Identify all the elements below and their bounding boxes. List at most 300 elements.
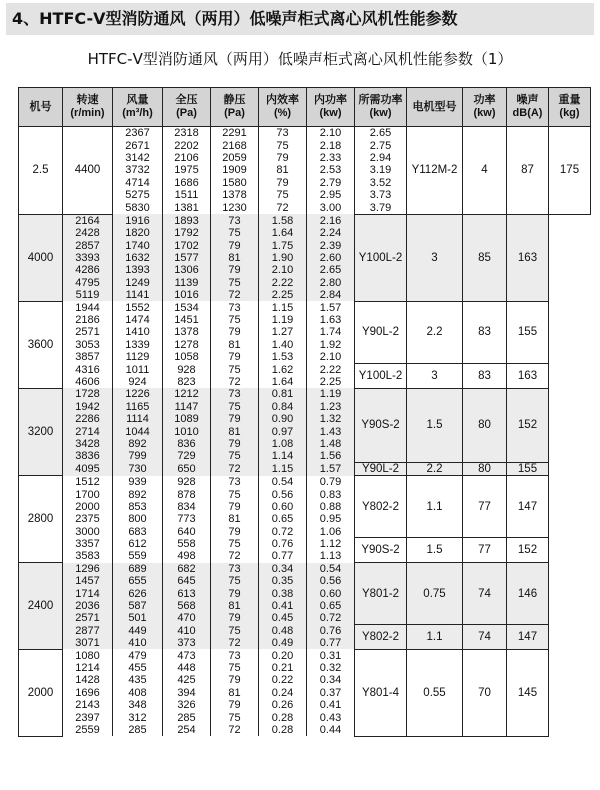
static-pressure-cell: 1139: [163, 277, 211, 289]
internal-power-cell: 1.40: [259, 339, 307, 351]
required-power-cell: 0.54: [307, 563, 355, 575]
total-pressure-cell: 410: [113, 637, 163, 649]
total-pressure-cell: 800: [113, 513, 163, 525]
static-pressure-cell: 425: [163, 674, 211, 686]
required-power-cell: 2.39: [307, 240, 355, 252]
total-pressure-cell: 1975: [163, 164, 211, 176]
total-pressure-cell: 924: [113, 376, 163, 388]
noise-cell: 74: [463, 563, 507, 625]
internal-efficiency-cell: 79: [211, 699, 259, 711]
internal-power-cell: 0.38: [259, 587, 307, 599]
flow-cell: 1942: [63, 401, 113, 413]
flow-cell: 2877: [63, 625, 113, 637]
static-pressure-cell: 1089: [163, 413, 211, 425]
motor-model-cell: Y100L-2: [355, 214, 407, 301]
table-row: [19, 538, 591, 550]
flow-cell: 2714: [63, 425, 113, 437]
noise-cell: 83: [463, 301, 507, 363]
flow-cell: 2571: [63, 326, 113, 338]
table-row: [19, 476, 591, 488]
required-power-cell: 2.10: [307, 351, 355, 363]
required-power-cell: 0.32: [307, 662, 355, 674]
static-pressure-cell: 928: [163, 363, 211, 375]
static-pressure-cell: 1451: [163, 314, 211, 326]
required-power-cell: 1.48: [307, 438, 355, 450]
required-power-cell: 0.31: [307, 649, 355, 661]
flow-cell: 4795: [63, 277, 113, 289]
total-pressure-cell: 683: [113, 526, 163, 538]
internal-efficiency-cell: 73: [211, 563, 259, 575]
internal-efficiency-cell: 73: [259, 127, 307, 140]
table-row: [19, 563, 591, 575]
static-pressure-cell: 1016: [163, 289, 211, 301]
required-power-cell: 0.88: [307, 501, 355, 513]
internal-power-cell: 1.27: [259, 326, 307, 338]
internal-efficiency-cell: 81: [211, 425, 259, 437]
internal-power-cell: 0.48: [259, 625, 307, 637]
internal-power-cell: 0.54: [259, 476, 307, 488]
internal-efficiency-cell: 79: [211, 351, 259, 363]
motor-model-cell: Y801-4: [355, 649, 407, 736]
total-pressure-cell: 2106: [163, 152, 211, 164]
flow-cell: 5830: [113, 201, 163, 214]
performance-table: [18, 87, 591, 737]
static-pressure-cell: 410: [163, 625, 211, 637]
static-pressure-cell: 1534: [163, 301, 211, 313]
required-power-cell: 0.72: [307, 612, 355, 624]
internal-power-cell: 0.77: [259, 550, 307, 562]
flow-cell: 2671: [113, 139, 163, 151]
noise-cell: 70: [463, 649, 507, 736]
required-power-cell: 1.92: [307, 339, 355, 351]
internal-efficiency-cell: 79: [211, 612, 259, 624]
static-pressure-cell: 640: [163, 526, 211, 538]
required-power-cell: 0.77: [307, 637, 355, 649]
internal-efficiency-cell: 79: [259, 152, 307, 164]
flow-cell: 2164: [63, 214, 113, 227]
total-pressure-cell: 1916: [113, 214, 163, 227]
required-power-cell: 3.73: [355, 189, 407, 201]
static-pressure-cell: 650: [163, 463, 211, 476]
motor-power-cell: 1.5: [407, 388, 463, 462]
motor-power-cell: 1.1: [407, 476, 463, 538]
header-weight: 重量 (kg): [549, 88, 591, 127]
motor-power-cell: 2.2: [407, 463, 463, 476]
internal-efficiency-cell: 81: [211, 687, 259, 699]
flow-cell: 1944: [63, 301, 113, 313]
speed-group: [19, 563, 591, 650]
total-pressure-cell: 612: [113, 538, 163, 550]
internal-efficiency-cell: 75: [211, 401, 259, 413]
header-speed: 转速 (r/min): [63, 88, 113, 127]
required-power-cell: 0.83: [307, 488, 355, 500]
total-pressure-cell: 799: [113, 450, 163, 462]
internal-efficiency-cell: 72: [211, 724, 259, 736]
header-motor: 电机型号: [407, 88, 463, 127]
static-pressure-cell: 394: [163, 687, 211, 699]
internal-power-cell: 1.15: [259, 301, 307, 313]
static-pressure-cell: 1893: [163, 214, 211, 227]
internal-power-cell: 0.20: [259, 649, 307, 661]
static-pressure-cell: 729: [163, 450, 211, 462]
motor-power-cell: 2.2: [407, 301, 463, 363]
flow-cell: 3142: [113, 152, 163, 164]
internal-efficiency-cell: 79: [211, 526, 259, 538]
total-pressure-cell: 626: [113, 587, 163, 599]
total-pressure-cell: 479: [113, 649, 163, 661]
table-row: [19, 649, 591, 661]
table-title: HTFC-Ⅴ型消防通风（两用）低噪声柜式离心风机性能参数（1）: [87, 50, 513, 68]
static-pressure-cell: 2059: [211, 152, 259, 164]
static-pressure-cell: 1378: [163, 326, 211, 338]
static-pressure-cell: 645: [163, 575, 211, 587]
motor-power-cell: 4: [463, 127, 507, 215]
total-pressure-cell: 408: [113, 687, 163, 699]
static-pressure-cell: 1702: [163, 240, 211, 252]
flow-cell: 2559: [63, 724, 113, 736]
internal-power-cell: 1.15: [259, 463, 307, 476]
internal-power-cell: 2.25: [259, 289, 307, 301]
noise-cell: 83: [463, 363, 507, 388]
internal-power-cell: 0.97: [259, 425, 307, 437]
total-pressure-cell: 312: [113, 711, 163, 723]
speed-cell: 2800: [19, 476, 63, 563]
required-power-cell: 2.94: [355, 152, 407, 164]
header-internal-efficiency: 内效率 (%): [259, 88, 307, 127]
speed-cell: 3600: [19, 301, 63, 388]
internal-efficiency-cell: 75: [259, 139, 307, 151]
required-power-cell: 0.56: [307, 575, 355, 587]
motor-power-cell: 0.75: [407, 563, 463, 625]
internal-power-cell: 2.95: [307, 189, 355, 201]
static-pressure-cell: 834: [163, 501, 211, 513]
total-pressure-cell: 1129: [113, 351, 163, 363]
required-power-cell: 3.19: [355, 164, 407, 176]
total-pressure-cell: 1820: [113, 227, 163, 239]
total-pressure-cell: 1044: [113, 425, 163, 437]
total-pressure-cell: 689: [113, 563, 163, 575]
header-total-pressure: 全压 (Pa): [163, 88, 211, 127]
motor-power-cell: 0.55: [407, 649, 463, 736]
flow-cell: 3583: [63, 550, 113, 562]
flow-cell: 2286: [63, 413, 113, 425]
total-pressure-cell: 1141: [113, 289, 163, 301]
static-pressure-cell: 878: [163, 488, 211, 500]
static-pressure-cell: 1792: [163, 227, 211, 239]
flow-cell: 5119: [63, 289, 113, 301]
internal-power-cell: 0.28: [259, 724, 307, 736]
internal-efficiency-cell: 79: [259, 177, 307, 189]
table-row: [19, 301, 591, 313]
required-power-cell: 3.52: [355, 177, 407, 189]
motor-model-cell: Y801-2: [355, 563, 407, 625]
total-pressure-cell: 455: [113, 662, 163, 674]
flow-cell: 4316: [63, 363, 113, 375]
speed-group: [19, 214, 591, 301]
internal-efficiency-cell: 73: [211, 388, 259, 400]
flow-cell: 2857: [63, 240, 113, 252]
required-power-cell: 0.76: [307, 625, 355, 637]
static-pressure-cell: 836: [163, 438, 211, 450]
header-internal-power: 内功率 (kw): [307, 88, 355, 127]
total-pressure-cell: 501: [113, 612, 163, 624]
internal-power-cell: 1.14: [259, 450, 307, 462]
static-pressure-cell: 1058: [163, 351, 211, 363]
internal-power-cell: 0.84: [259, 401, 307, 413]
static-pressure-cell: 448: [163, 662, 211, 674]
internal-power-cell: 0.35: [259, 575, 307, 587]
required-power-cell: 1.12: [307, 538, 355, 550]
flow-cell: 2143: [63, 699, 113, 711]
flow-cell: 4606: [63, 376, 113, 388]
required-power-cell: 2.25: [307, 376, 355, 388]
speed-group: [19, 476, 591, 563]
header-power: 功率 (kw): [463, 88, 507, 127]
internal-efficiency-cell: 75: [211, 662, 259, 674]
speed-group: [19, 127, 591, 215]
internal-efficiency-cell: 75: [211, 625, 259, 637]
total-pressure-cell: 1511: [163, 189, 211, 201]
speed-cell: 4400: [63, 127, 113, 215]
total-pressure-cell: 1474: [113, 314, 163, 326]
total-pressure-cell: 559: [113, 550, 163, 562]
total-pressure-cell: 587: [113, 600, 163, 612]
required-power-cell: 0.65: [307, 600, 355, 612]
internal-power-cell: 1.53: [259, 351, 307, 363]
internal-power-cell: 0.22: [259, 674, 307, 686]
required-power-cell: 1.74: [307, 326, 355, 338]
internal-efficiency-cell: 75: [211, 450, 259, 462]
flow-cell: 2000: [63, 501, 113, 513]
required-power-cell: 2.22: [307, 363, 355, 375]
required-power-cell: 1.13: [307, 550, 355, 562]
weight-cell: 147: [507, 476, 549, 538]
internal-power-cell: 0.72: [259, 526, 307, 538]
flow-cell: 1728: [63, 388, 113, 400]
internal-power-cell: 1.62: [259, 363, 307, 375]
motor-model-cell: Y802-2: [355, 476, 407, 538]
required-power-cell: 2.75: [355, 139, 407, 151]
flow-cell: 5275: [113, 189, 163, 201]
required-power-cell: 0.95: [307, 513, 355, 525]
speed-cell: 4000: [19, 214, 63, 301]
noise-cell: 77: [463, 476, 507, 538]
required-power-cell: 0.37: [307, 687, 355, 699]
internal-power-cell: 2.22: [259, 277, 307, 289]
header-flow: 风量 (m³/h): [113, 88, 163, 127]
static-pressure-cell: 1230: [211, 201, 259, 214]
total-pressure-cell: 348: [113, 699, 163, 711]
flow-cell: 1296: [63, 563, 113, 575]
noise-cell: 80: [463, 463, 507, 476]
static-pressure-cell: 373: [163, 637, 211, 649]
internal-efficiency-cell: 79: [211, 587, 259, 599]
noise-cell: 85: [463, 214, 507, 301]
required-power-cell: 2.65: [355, 127, 407, 140]
internal-power-cell: 0.49: [259, 637, 307, 649]
internal-efficiency-cell: 72: [211, 289, 259, 301]
motor-model-cell: Y90L-2: [355, 463, 407, 476]
motor-model-cell: Y90S-2: [355, 388, 407, 462]
flow-cell: 3000: [63, 526, 113, 538]
internal-power-cell: 0.65: [259, 513, 307, 525]
internal-efficiency-cell: 81: [259, 164, 307, 176]
weight-cell: 163: [507, 363, 549, 388]
motor-power-cell: 3: [407, 363, 463, 388]
internal-power-cell: 2.33: [307, 152, 355, 164]
header-model: 机号: [19, 88, 63, 127]
total-pressure-cell: 285: [113, 724, 163, 736]
total-pressure-cell: 1114: [113, 413, 163, 425]
total-pressure-cell: 1249: [113, 277, 163, 289]
required-power-cell: 2.16: [307, 214, 355, 227]
internal-power-cell: 1.19: [259, 314, 307, 326]
internal-power-cell: 0.45: [259, 612, 307, 624]
required-power-cell: 1.57: [307, 301, 355, 313]
static-pressure-cell: 558: [163, 538, 211, 550]
required-power-cell: 1.32: [307, 413, 355, 425]
total-pressure-cell: 939: [113, 476, 163, 488]
flow-cell: 2036: [63, 600, 113, 612]
internal-power-cell: 0.60: [259, 501, 307, 513]
required-power-cell: 0.43: [307, 711, 355, 723]
internal-power-cell: 2.10: [259, 264, 307, 276]
flow-cell: 1512: [63, 476, 113, 488]
weight-cell: 163: [507, 214, 549, 301]
flow-cell: 2571: [63, 612, 113, 624]
internal-power-cell: 2.10: [307, 127, 355, 140]
static-pressure-cell: 473: [163, 649, 211, 661]
table-row: [19, 127, 591, 140]
flow-cell: 1428: [63, 674, 113, 686]
internal-efficiency-cell: 75: [211, 227, 259, 239]
total-pressure-cell: 655: [113, 575, 163, 587]
weight-cell: 155: [507, 463, 549, 476]
internal-efficiency-cell: 73: [211, 476, 259, 488]
static-pressure-cell: 254: [163, 724, 211, 736]
flow-cell: 4095: [63, 463, 113, 476]
flow-cell: 3357: [63, 538, 113, 550]
total-pressure-cell: 1165: [113, 401, 163, 413]
static-pressure-cell: 1010: [163, 425, 211, 437]
speed-cell: 2400: [19, 563, 63, 650]
total-pressure-cell: 449: [113, 625, 163, 637]
table-row: [19, 363, 591, 375]
required-power-cell: 0.79: [307, 476, 355, 488]
static-pressure-cell: 2291: [211, 127, 259, 140]
internal-efficiency-cell: 73: [211, 214, 259, 227]
internal-efficiency-cell: 79: [211, 438, 259, 450]
total-pressure-cell: 1410: [113, 326, 163, 338]
static-pressure-cell: 1212: [163, 388, 211, 400]
internal-power-cell: 0.56: [259, 488, 307, 500]
static-pressure-cell: 823: [163, 376, 211, 388]
header-required-power: 所需功率 (kw): [355, 88, 407, 127]
internal-efficiency-cell: 72: [211, 637, 259, 649]
static-pressure-cell: 2168: [211, 139, 259, 151]
flow-cell: 3393: [63, 252, 113, 264]
internal-power-cell: 0.34: [259, 563, 307, 575]
internal-efficiency-cell: 79: [211, 240, 259, 252]
internal-power-cell: 1.90: [259, 252, 307, 264]
internal-efficiency-cell: 79: [211, 326, 259, 338]
weight-cell: 152: [507, 388, 549, 462]
flow-cell: 1714: [63, 587, 113, 599]
total-pressure-cell: 1381: [163, 201, 211, 214]
flow-cell: 1457: [63, 575, 113, 587]
total-pressure-cell: 1632: [113, 252, 163, 264]
required-power-cell: 2.24: [307, 227, 355, 239]
noise-cell: 77: [463, 538, 507, 563]
flow-cell: 2367: [113, 127, 163, 140]
internal-efficiency-cell: 75: [259, 189, 307, 201]
internal-power-cell: 1.75: [259, 240, 307, 252]
static-pressure-cell: 1378: [211, 189, 259, 201]
required-power-cell: 1.63: [307, 314, 355, 326]
speed-group: [19, 301, 591, 388]
internal-efficiency-cell: 72: [211, 376, 259, 388]
section-heading: 4、HTFC-Ⅴ型消防通风（两用）低噪声柜式离心风机性能参数: [6, 3, 594, 35]
internal-efficiency-cell: 75: [211, 711, 259, 723]
required-power-cell: 2.65: [307, 264, 355, 276]
motor-model-cell: Y90S-2: [355, 538, 407, 563]
total-pressure-cell: 892: [113, 488, 163, 500]
flow-cell: 4714: [113, 177, 163, 189]
flow-cell: 1700: [63, 488, 113, 500]
internal-power-cell: 1.58: [259, 214, 307, 227]
internal-power-cell: 3.00: [307, 201, 355, 214]
speed-cell: 2000: [19, 649, 63, 736]
internal-power-cell: 2.53: [307, 164, 355, 176]
table-row: [19, 214, 591, 227]
motor-model-cell: Y802-2: [355, 625, 407, 650]
internal-power-cell: 1.64: [259, 227, 307, 239]
required-power-cell: 2.84: [307, 289, 355, 301]
static-pressure-cell: 470: [163, 612, 211, 624]
required-power-cell: 2.80: [307, 277, 355, 289]
flow-cell: 4286: [63, 264, 113, 276]
required-power-cell: 2.60: [307, 252, 355, 264]
required-power-cell: 1.57: [307, 463, 355, 476]
internal-efficiency-cell: 79: [211, 674, 259, 686]
internal-efficiency-cell: 75: [211, 277, 259, 289]
internal-efficiency-cell: 72: [211, 550, 259, 562]
required-power-cell: 0.34: [307, 674, 355, 686]
flow-cell: 3053: [63, 339, 113, 351]
internal-power-cell: 1.64: [259, 376, 307, 388]
weight-cell: 175: [549, 127, 591, 215]
internal-efficiency-cell: 79: [211, 501, 259, 513]
flow-cell: 2375: [63, 513, 113, 525]
internal-power-cell: 0.76: [259, 538, 307, 550]
total-pressure-cell: 1393: [113, 264, 163, 276]
motor-model-cell: Y112M-2: [407, 127, 463, 215]
table-row: [19, 463, 591, 476]
flow-cell: 2186: [63, 314, 113, 326]
flow-cell: 2428: [63, 227, 113, 239]
internal-power-cell: 1.08: [259, 438, 307, 450]
internal-efficiency-cell: 72: [259, 201, 307, 214]
weight-cell: 146: [507, 563, 549, 625]
internal-efficiency-cell: 79: [211, 413, 259, 425]
noise-cell: 87: [507, 127, 549, 215]
static-pressure-cell: 928: [163, 476, 211, 488]
motor-model-cell: Y100L-2: [355, 363, 407, 388]
noise-cell: 74: [463, 625, 507, 650]
required-power-cell: 1.06: [307, 526, 355, 538]
flow-cell: 1696: [63, 687, 113, 699]
internal-efficiency-cell: 75: [211, 575, 259, 587]
